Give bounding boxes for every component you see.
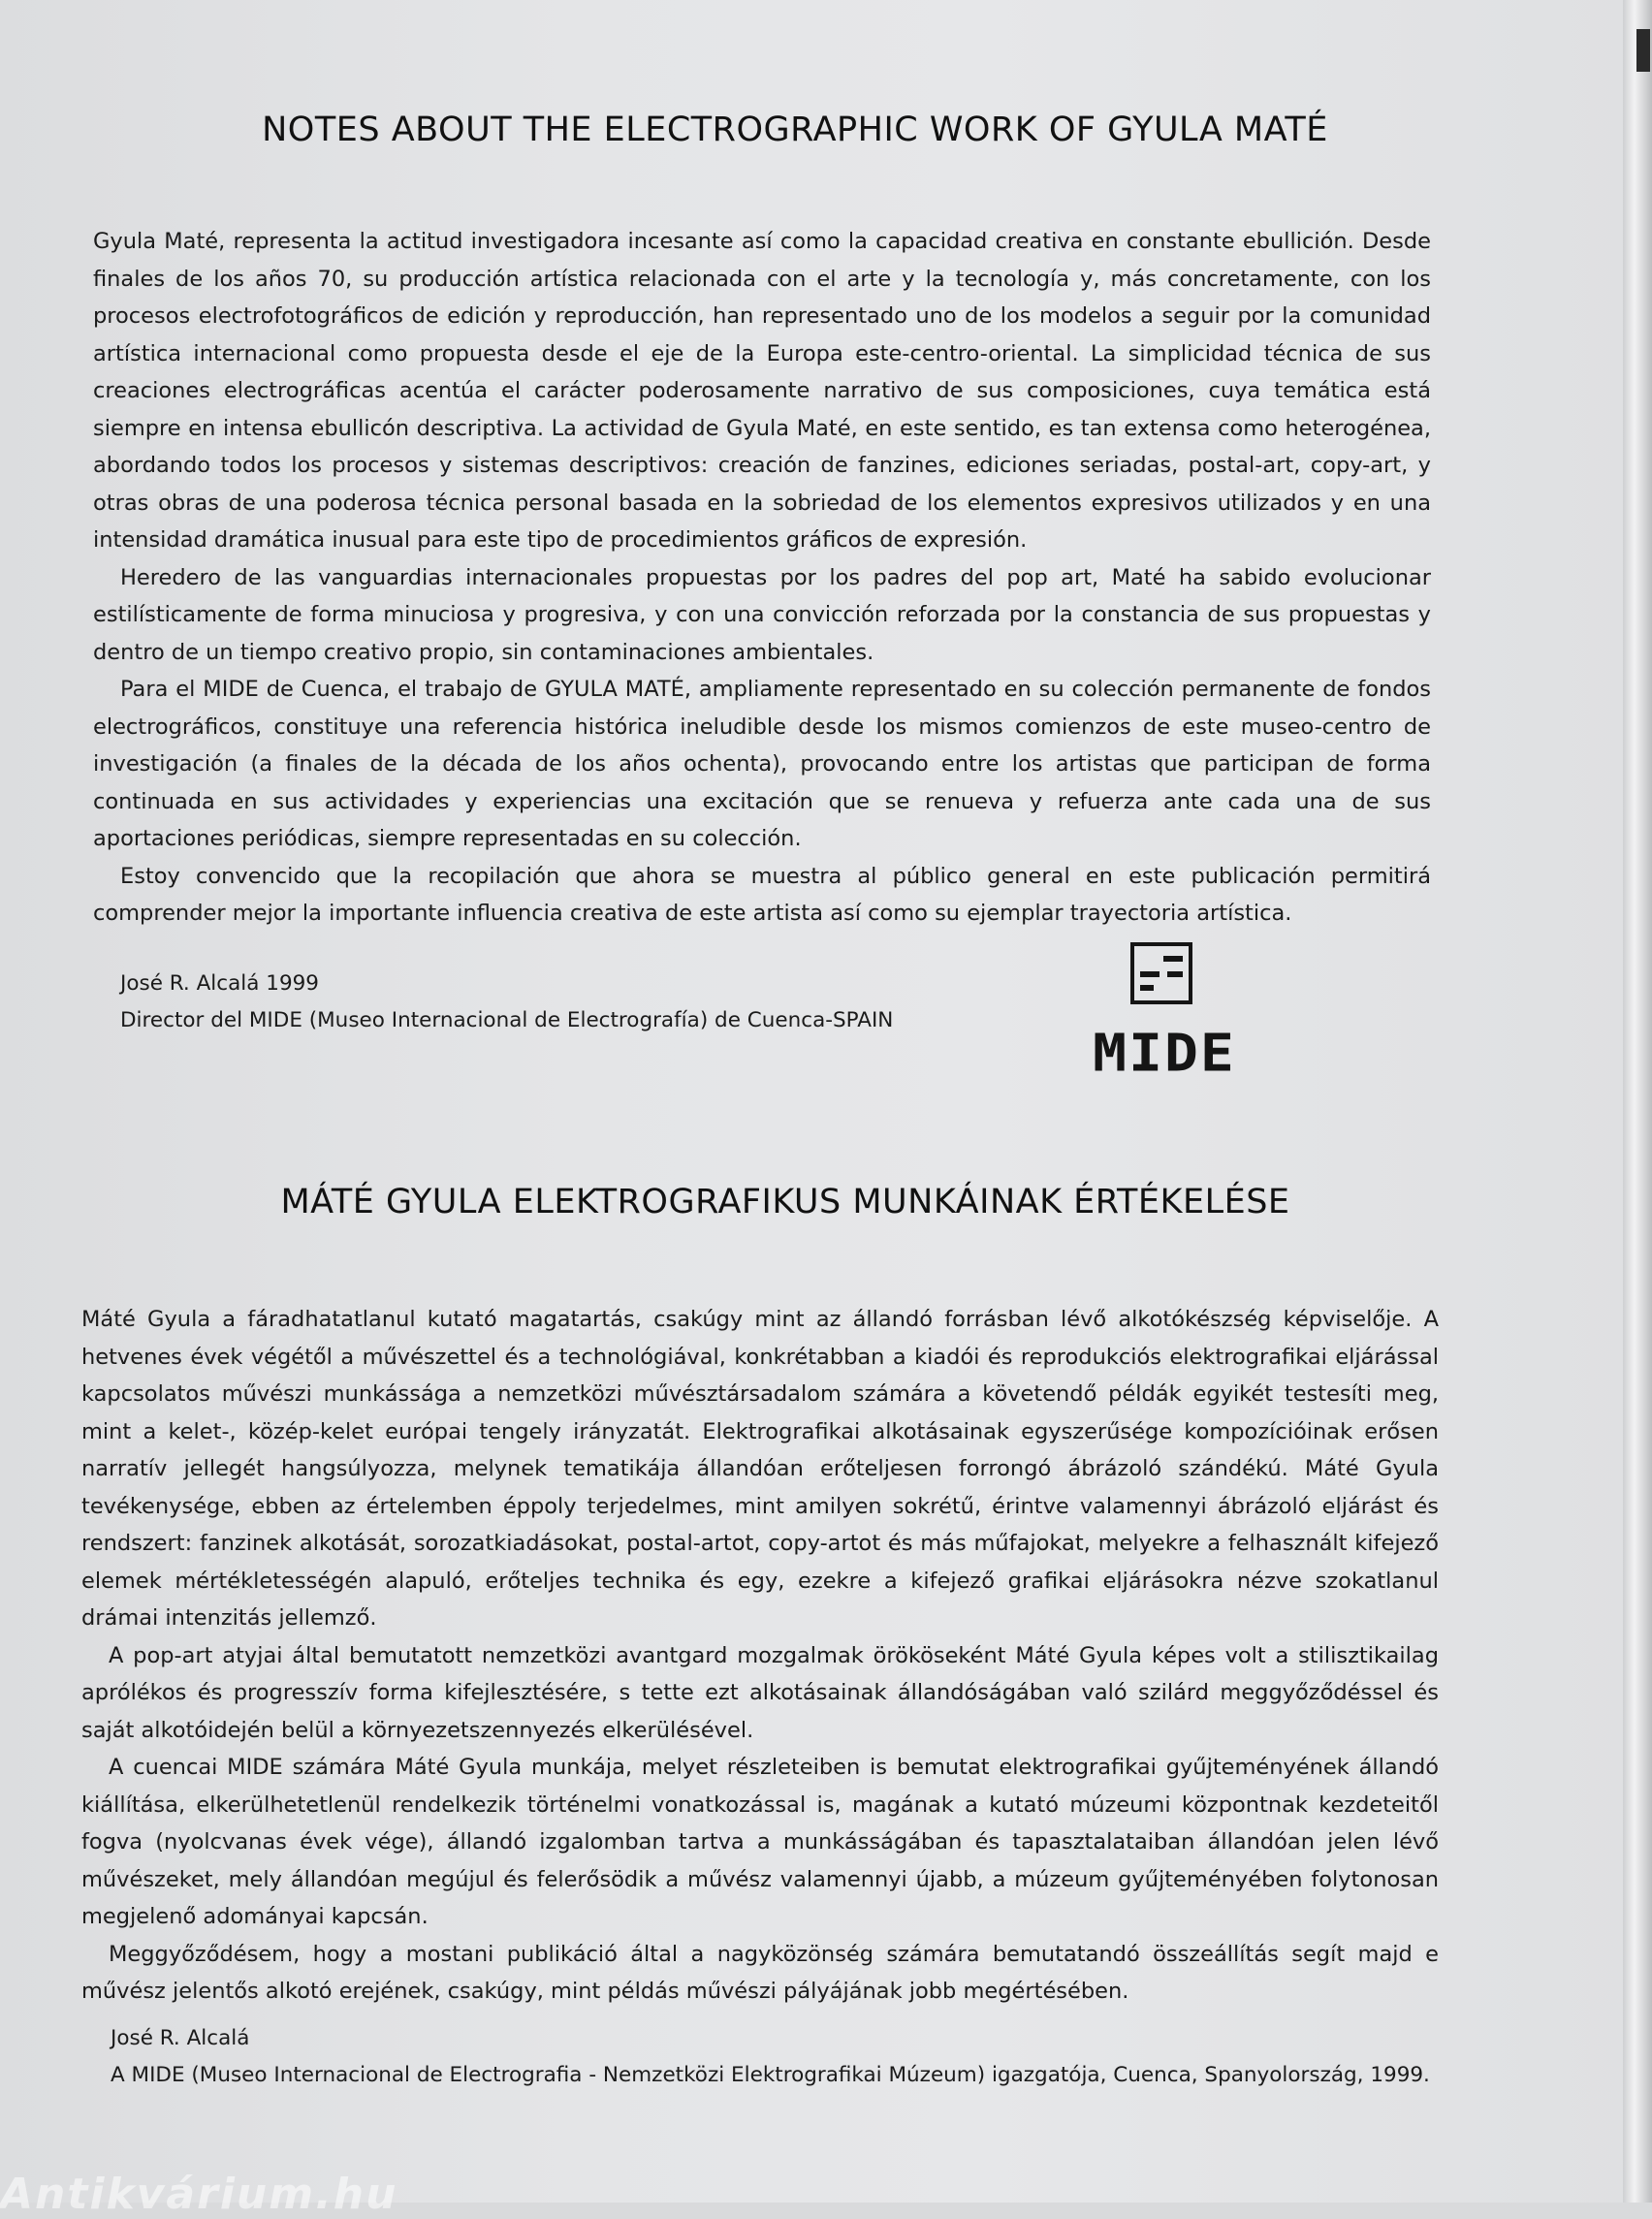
hungarian-paragraph-3: A cuencai MIDE számára Máté Gyula munkája, melyet részleteiben is bemutat elektrografikai gyűjteményének állandó kiállítása, elkerülhetetlenül rendelkezik történelmi vonatkozással is, magának a kutató múzeumi központnak kezdeteitől fogva (nyolcvanas évek vége), állandó izgalomban tartva a munkásságában és tapasztalataiban állandóan jelen lévő művészeket, mely állandóan megújul és felerősödik a művész valamennyi újabb, a múzeum gyűjteményében folytonosan megjelenő adományai kapcsán.	[81, 1755, 1439, 1929]
page-edge	[1623, 0, 1652, 2203]
hungarian-paragraph-2: A pop-art atyjai által bemutatott nemzetközi avantgard mozgalmak örököseként Máté Gyula képes volt a stilisztikailag aprólékos és progresszív forma kifejlesztésére, s tette ezt alkotásainak állandóságában való szilárd meggyőződéssel és saját alkotóidején belül a környezetszennyezés elkerülésével.	[81, 1642, 1439, 1743]
spanish-paragraph-1: Gyula Maté, representa la actitud investigadora incesante así como la capacidad creativa en constante ebullición. Desde finales de los años 70, su producción artística relacionada con el arte y la tecnología y, más concretamente, con los procesos electrofotográficos de edición y reproducción, han representado uno de los modelos a seguir por la comunidad artística internacional como propuesta desde el eje de la Europa este-centro-oriental. La simplicidad técnica de sus creaciones electrográficas acentúa el carácter poderosamente narrativo de sus composiciones, cuya temática está siempre en intensa ebullicón descriptiva. La actividad de Gyula Maté, en este sentido, es tan extensa como heterogénea, abordando todos los procesos y sistemas descriptivos: creación de fanzines, ediciones seriadas, postal-art, copy-art, y otras obras de una poderosa técnica personal basada en la sobriedad de los elementos expresivos utilizados y en una intensidad dramática inusual para este tipo de procedimientos gráficos de expresión.	[93, 229, 1431, 553]
hungarian-title: MÁTÉ GYULA ELEKTROGRAFIKUS MUNKÁINAK ÉRTÉKELÉSE	[280, 1183, 1290, 1221]
hungarian-paragraph-1: Máté Gyula a fáradhatatlanul kutató magatartás, csakúgy mint az állandó forrásban lévő alkotókészség képviselője. A hetvenes évek végétől a művészettel és a technológiával, konkrétabban a kiadói és reprodukciós elektrografikai eljárással kapcsolatos művészi munkássága a nemzetközi művésztársadalom számára a követendő példák egyikét testesíti meg, mint a kelet-, közép-kelet európai tengely irányzatát. Elektrografikai alkotásainak egyszerűsége kompozícióinak erősen narratív jellegét hangsúlyozza, melynek tematikája állandóan erőteljesen forrongó ábrázoló szándékú. Máté Gyula tevékenysége, ebben az értelemben éppoly terjedelmes, mint amilyen sokrétű, érintve valamennyi ábrázoló eljárást és rendszert: fanzinek alkotását, sorozatkiadásokat, postal-artot, copy-artot és más műfajokat, melyekre a felhasznált kifejező elemek mértékletességén alapuló, erőteljes technika és egy, ezekre a kifejező grafikai eljárásokra nézve szokatlanul drámai intenzitás jellemző.	[81, 1307, 1439, 1631]
signature-name: José R. Alcalá	[111, 2026, 250, 2050]
spanish-paragraph-4: Estoy convencido que la recopilación que ahora se muestra al público general en este publicación permitirá comprender mejor la importante influencia creativa de este artista así como su ejemplar trayectoria artística.	[93, 863, 1431, 926]
watermark: Antikvárium.hu	[0, 2170, 398, 2219]
spanish-paragraph-2: Heredero de las vanguardias internacionales propuestas por los padres del pop art, Maté ha sabido evolucionar estilísticamente de forma minuciosa y progresiva, y con una convicción reforzada por la constancia de sus propuestas y dentro de un tiempo creativo propio, sin contaminaciones ambientales.	[93, 564, 1431, 665]
signature-name: José R. Alcalá 1999	[120, 971, 319, 996]
mide-wordmark: MIDE	[1093, 1022, 1236, 1084]
hungarian-body	[81, 1301, 1439, 2011]
hungarian-signature	[111, 2020, 1430, 2094]
signature-role: Director del MIDE (Museo Internacional de Electrografía) de Cuenca-SPAIN	[120, 1008, 894, 1032]
hungarian-paragraph-4: Meggyőződésem, hogy a mostani publikáció által a nagyközönség számára bemutatandó összeállítás segít majd e művész jelentős alkotó erejének, csakúgy, mint példás művészi pályájának jobb megértésében.	[81, 1941, 1439, 2004]
english-title: NOTES ABOUT THE ELECTROGRAPHIC WORK OF GYULA MATÉ	[262, 111, 1328, 149]
mide-logo-icon	[1130, 942, 1192, 1004]
edge-mark	[1636, 29, 1650, 72]
signature-role: A MIDE (Museo Internacional de Electrografia - Nemzetközi Elektrografikai Múzeum) igazgatója, Cuenca, Spanyolország, 1999.	[111, 2063, 1430, 2087]
spanish-signature	[120, 966, 893, 1039]
spanish-paragraph-3: Para el MIDE de Cuenca, el trabajo de GYULA MATÉ, ampliamente representado en su colección permanente de fondos electrográficos, constituye una referencia histórica ineludible desde los mismos comienzos de este museo-centro de investigación (a finales de la década de los años ochenta), provocando entre los artistas que participan de forma continuada en sus actividades y experiencias una excitación que se renueva y refuerza ante cada una de sus aportaciones periódicas, siempre representadas en su colección.	[93, 677, 1431, 851]
spanish-body	[93, 223, 1431, 933]
